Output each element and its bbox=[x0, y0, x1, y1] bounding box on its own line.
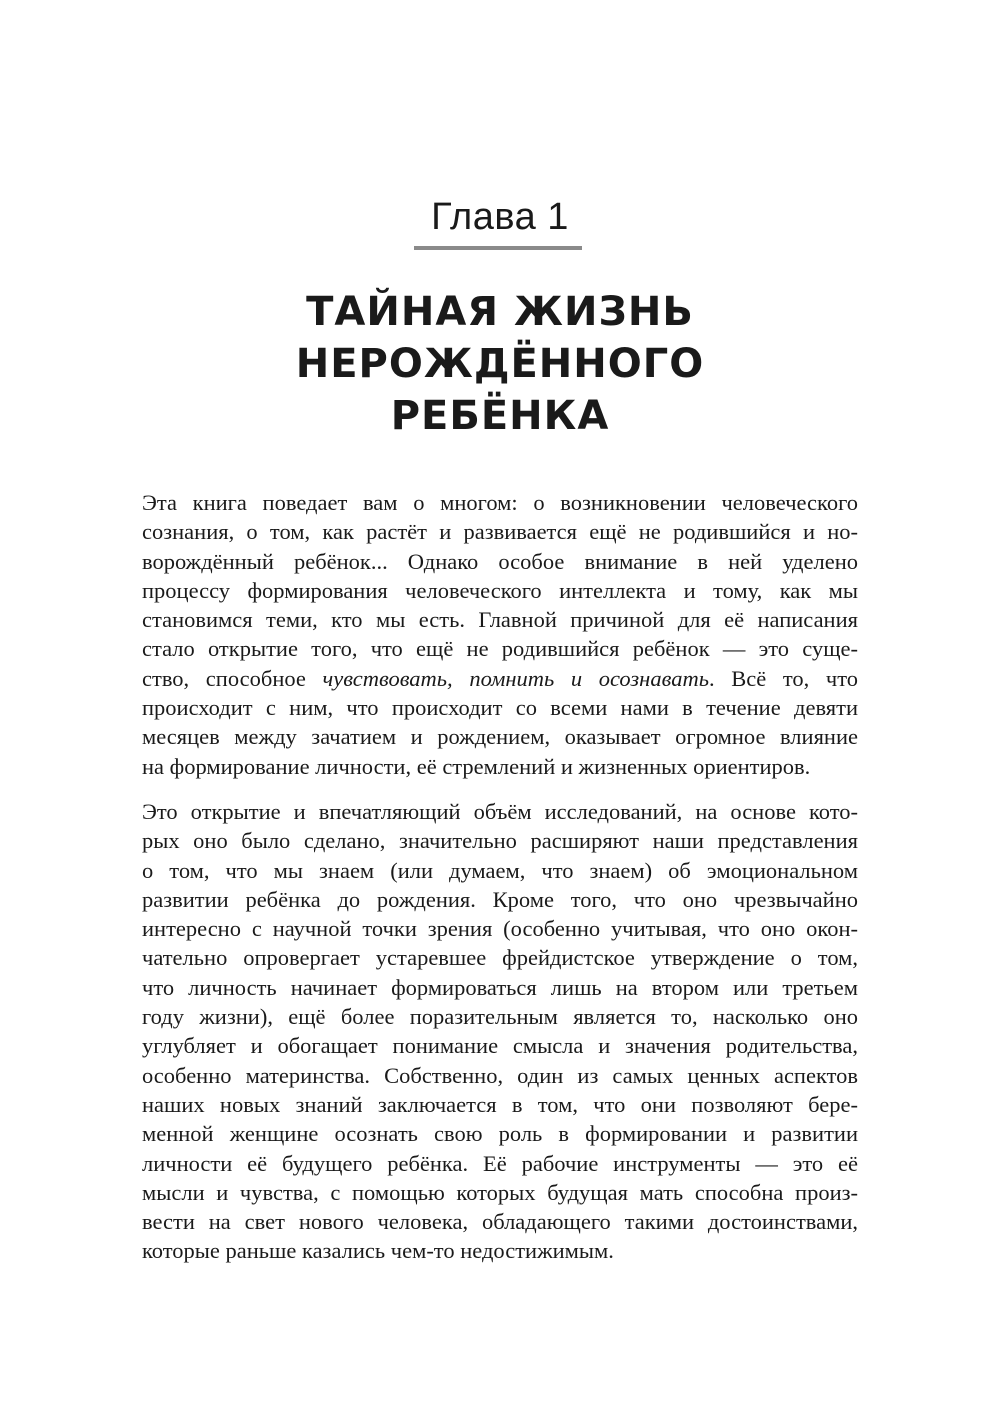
chapter-title-line: РЕБЁНКА bbox=[390, 393, 610, 439]
text-line: менной женщине осознать свою роль в формировании и развитии bbox=[142, 1121, 858, 1147]
text-line: вести на свет нового человека, обладающего такими достоинствами, bbox=[142, 1209, 858, 1235]
paragraph-2 bbox=[142, 797, 858, 1266]
text-line: становимся теми, кто мы есть. Главной причиной для её написания bbox=[142, 607, 858, 633]
chapter-title bbox=[0, 286, 1000, 442]
text-line: интересно с научной точки зрения (особенно учитывая, что оно окон- bbox=[142, 916, 858, 942]
text-line: ворождённый ребёнок... Однако особое внимание в ней уделено bbox=[142, 548, 858, 574]
chapter-label: Глава 1 bbox=[431, 196, 569, 238]
text-fragment: ство, способное bbox=[142, 665, 323, 691]
text-line: углубляет и обогащает понимание смысла и значения родительства, bbox=[142, 1033, 858, 1059]
text-fragment: . Всё то, что bbox=[708, 665, 858, 691]
text-line: что личность начинает формироваться лишь на втором или третьем bbox=[142, 974, 858, 1000]
chapter-divider bbox=[414, 246, 582, 250]
emphasized-text: чувствовать, помнить и осознавать bbox=[322, 665, 709, 691]
text-line: году жизни), ещё более поразительным является то, насколько оно bbox=[142, 1004, 858, 1030]
text-line: чательно опровергает устаревшее фрейдистское утверждение о том, bbox=[142, 945, 858, 971]
text-line: личности её будущего ребёнка. Её рабочие инструменты — это её bbox=[142, 1150, 858, 1176]
text-line: мысли и чувства, с помощью которых будущая мать способна произ- bbox=[142, 1179, 858, 1205]
text-line: процессу формирования человеческого интеллекта и тому, как мы bbox=[142, 577, 858, 603]
text-line: на формирование личности, её стремлений и жизненных ориентиров. bbox=[142, 753, 811, 779]
paragraph-1 bbox=[142, 488, 858, 781]
text-line: которые раньше казались чем-то недостижимым. bbox=[142, 1238, 614, 1264]
chapter-body bbox=[142, 488, 858, 1282]
text-line: развитии ребёнка до рождения. Кроме того, что оно чрезвычайно bbox=[142, 886, 858, 912]
text-line: стало открытие того, что ещё не родившийся ребёнок — это суще- bbox=[142, 636, 858, 662]
text-line: о том, что мы знаем (или думаем, что знаем) об эмоциональном bbox=[142, 857, 858, 883]
chapter-title-line: НЕРОЖДЁННОГО bbox=[295, 341, 705, 387]
text-line: Эта книга поведает вам о многом: о возникновении человеческого bbox=[142, 490, 858, 515]
text-line: месяцев между зачатием и рождением, оказывает огромное влияние bbox=[142, 724, 858, 750]
text-line: наших новых знаний заключается в том, что они позволяют бере- bbox=[142, 1091, 858, 1117]
chapter-title-line: ТАЙНАЯ ЖИЗНЬ bbox=[306, 289, 694, 335]
text-line: рых оно было сделано, значительно расширяют наши представления bbox=[142, 828, 858, 854]
text-line bbox=[142, 664, 858, 693]
text-line: особенно материнства. Собственно, один из самых ценных аспектов bbox=[142, 1062, 858, 1088]
text-line: сознания, о том, как растёт и развивается ещё не родившийся и но- bbox=[142, 519, 858, 545]
text-line: происходит с ним, что происходит со всеми нами в течение девяти bbox=[142, 695, 858, 721]
text-line: Это открытие и впечатляющий объём исследований, на основе кото- bbox=[142, 798, 858, 824]
